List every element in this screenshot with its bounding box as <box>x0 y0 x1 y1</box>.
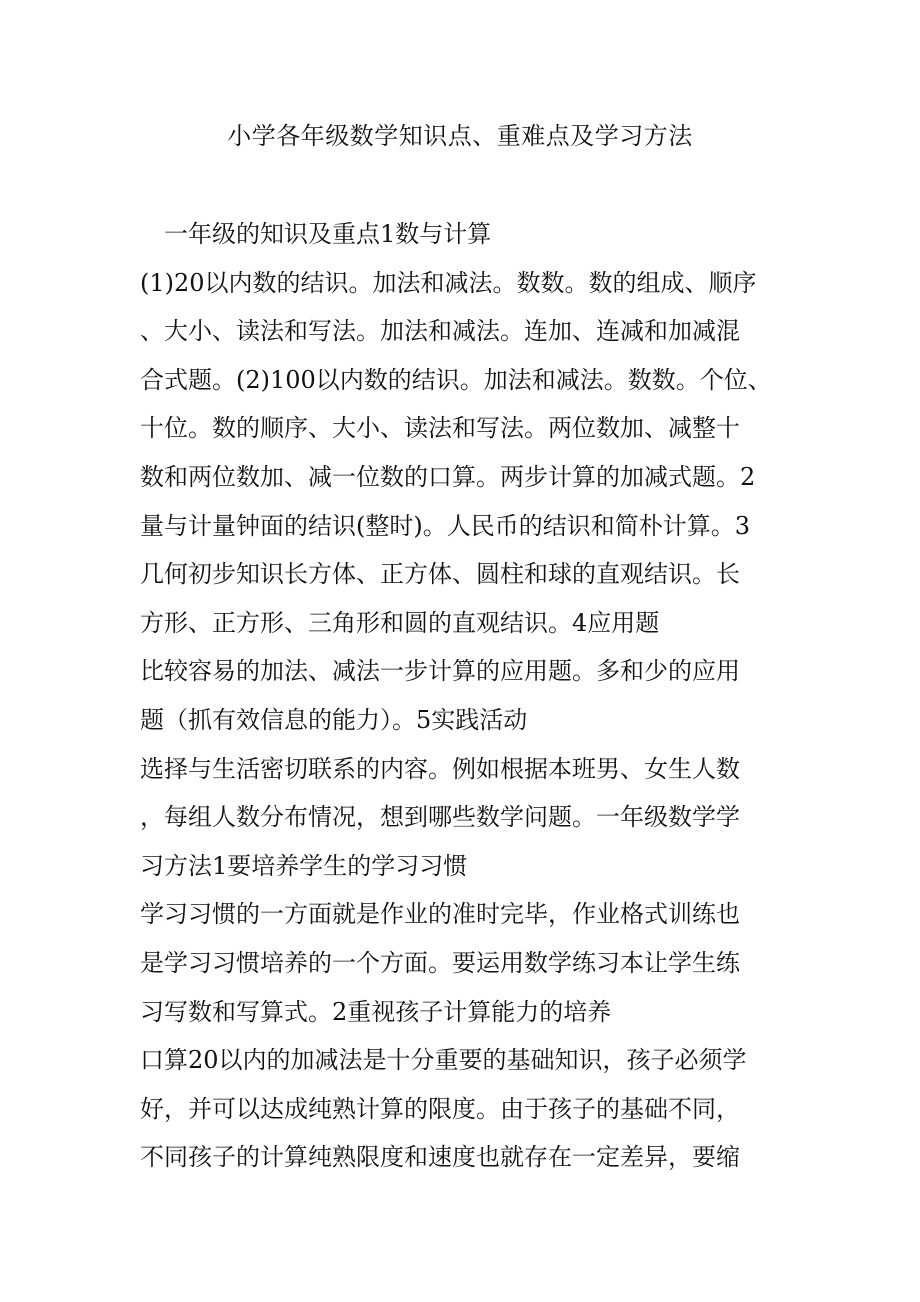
text-line: ，每组人数分布情况，想到哪些数学问题。一年级数学学 <box>140 803 740 832</box>
body-text <box>140 217 790 1189</box>
text-line: 量与计量钟面的结识(整时)。人民币的结识和简朴计算。3 <box>140 511 750 540</box>
text-line: 口算20以内的加减法是十分重要的基础知识，孩子必须学 <box>140 1046 747 1075</box>
text-line: 几何初步知识长方体、正方体、圆柱和球的直观结识。长 <box>140 560 740 589</box>
text-line: 是学习习惯培养的一个方面。要运用数学练习本让学生练 <box>140 948 740 977</box>
text-line: 合式题。(2)100以内数的结识。加法和减法。数数。个位、 <box>140 365 772 394</box>
text-line: 学习习惯的一方面就是作业的准时完毕，作业格式训练也 <box>140 900 740 929</box>
text-line: 习写数和写算式。2重视孩子计算能力的培养 <box>140 997 612 1026</box>
text-line: 比较容易的加法、减法一步计算的应用题。多和少的应用 <box>140 657 740 686</box>
text-line: 十位。数的顺序、大小、读法和写法。两位数加、减整十 <box>140 414 740 443</box>
text-line: 数和两位数加、减一位数的口算。两步计算的加减式题。2 <box>140 462 756 491</box>
text-line: 选择与生活密切联系的内容。例如根据本班男、女生人数 <box>140 754 740 783</box>
text-line: 题（抓有效信息的能力）。5实践活动 <box>140 705 528 734</box>
text-line: 方形、正方形、三角形和圆的直观结识。4应用题 <box>140 608 660 637</box>
text-line: 不同孩子的计算纯熟限度和速度也就存在一定差异，要缩 <box>140 1143 740 1172</box>
text-line: (1)20以内数的结识。加法和减法。数数。数的组成、顺序 <box>140 268 757 297</box>
page-title: 小学各年级数学知识点、重难点及学习方法 <box>227 122 693 150</box>
text-line: 一年级的知识及重点1数与计算 <box>164 220 492 248</box>
text-line: 、大小、读法和写法。加法和减法。连加、连减和加减混 <box>140 317 740 346</box>
text-line: 好，并可以达成纯熟计算的限度。由于孩子的基础不同， <box>140 1094 740 1123</box>
text-line: 习方法1要培养学生的学习习惯 <box>140 851 468 880</box>
